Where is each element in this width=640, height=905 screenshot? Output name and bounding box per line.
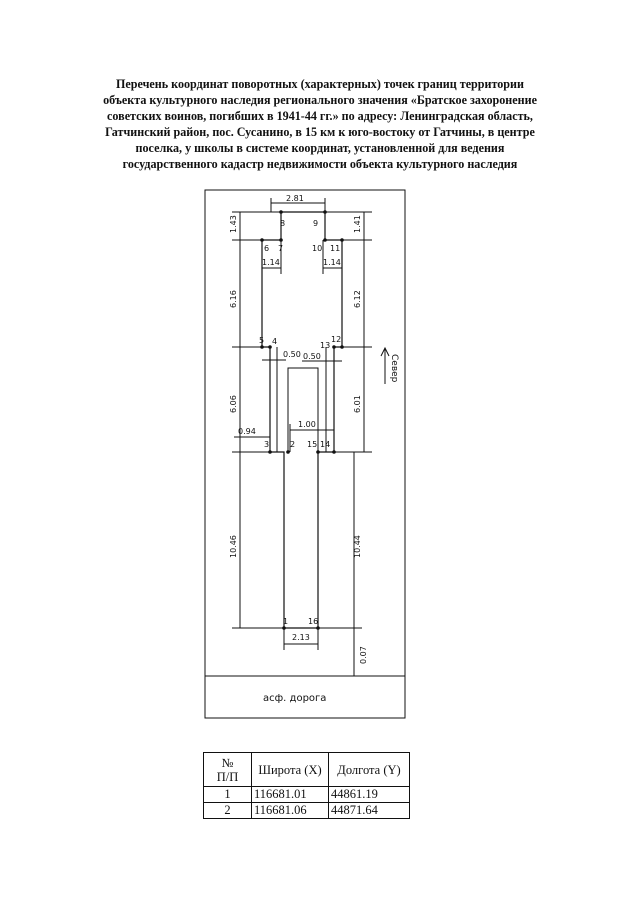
row-latitude: 116681.01 [252, 787, 329, 803]
title-line: объекта культурного наследия регионального значения «Братское захоронение [103, 93, 537, 107]
dim-left-lower-height: 10.46 [229, 535, 238, 558]
title-line: поселка, у школы в системе координат, установленной для ведения [135, 141, 505, 155]
row-longitude: 44861.19 [329, 787, 410, 803]
point-label-12: 12 [331, 335, 342, 344]
north-label: Север [389, 354, 399, 383]
row-number: 2 [204, 803, 252, 819]
point-label-13: 13 [320, 341, 331, 350]
point-label-2: 2 [290, 440, 296, 449]
dim-road-offset: 0.07 [359, 646, 368, 664]
point-label-11: 11 [330, 244, 341, 253]
dim-right-top-offset: 1.41 [353, 215, 362, 233]
point-label-8: 8 [280, 219, 286, 228]
header-number-symbol: № [221, 755, 234, 770]
point-label-9: 9 [313, 219, 319, 228]
point-label-1: 1 [283, 617, 289, 626]
point-label-10: 10 [312, 244, 323, 253]
point-label-6: 6 [264, 244, 270, 253]
dim-top-width: 2.81 [286, 194, 304, 203]
dim-left-top-offset: 1.43 [229, 215, 238, 233]
dim-bottom-width: 2.13 [292, 633, 310, 642]
title-line: Гатчинский район, пос. Сусанино, в 15 км к юго-востоку от Гатчины, в центре [105, 125, 535, 139]
title-line: государственного кадастр недвижимости объекта культурного наследия [122, 157, 518, 171]
table-row [204, 803, 410, 819]
row-longitude: 44871.64 [329, 803, 410, 819]
title-line: Перечень координат поворотных (характерных) точек границ территории [116, 77, 524, 91]
header-latitude: Широта (X) [252, 753, 329, 787]
dim-left-middle-height: 6.06 [229, 395, 238, 413]
dim-right-upper-height: 6.12 [353, 290, 362, 308]
coordinates-table [203, 752, 410, 819]
header-number [204, 753, 252, 787]
header-number-abbr: П/П [216, 769, 239, 784]
point-label-5: 5 [259, 336, 265, 345]
table-row [204, 787, 410, 803]
row-latitude: 116681.06 [252, 803, 329, 819]
title-line: советских воинов, погибших в 1941-44 гг.» по адресу: Ленинградская область, [107, 109, 533, 123]
point-label-7: 7 [278, 244, 284, 253]
dim-right-upper-inset: 1.14 [323, 258, 341, 267]
dim-right-lower-height: 10.44 [353, 535, 362, 558]
row-number: 1 [204, 787, 252, 803]
point-label-3: 3 [264, 440, 270, 449]
header-longitude: Долгота (Y) [329, 753, 410, 787]
point-label-15: 15 [307, 440, 318, 449]
point-label-14: 14 [320, 440, 331, 449]
point-label-4: 4 [272, 337, 278, 346]
dim-right-middle-height: 6.01 [353, 395, 362, 413]
dim-left-middle-inset: 0.50 [283, 350, 301, 359]
dim-middle-gap: 1.00 [298, 420, 316, 429]
dim-right-middle-inset: 0.50 [303, 352, 321, 361]
dim-left-upper-height: 6.16 [229, 290, 238, 308]
road-label: асф. дорога [263, 693, 327, 704]
dim-left-lower-inset: 0.94 [238, 427, 256, 436]
point-label-16: 16 [308, 617, 319, 626]
dim-left-upper-inset: 1.14 [262, 258, 280, 267]
